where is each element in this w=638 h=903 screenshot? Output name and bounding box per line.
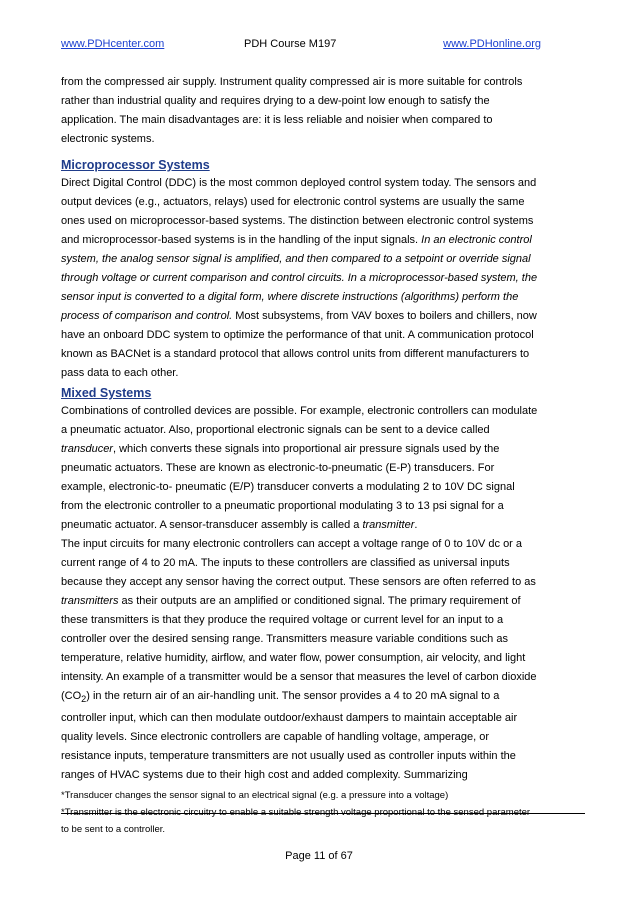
footnote-transducer: *Transducer changes the sensor signal to an electrical signal (e.g. a pressure into a voltage) [61, 790, 449, 802]
intro-paragraph: from the compressed air supply. Instrument quality compressed air is more suitable for controls rather than industrial quality and requires drying to a dew-point low enough to satisfy the application. The main disadvantages are: it is less reliable and noisier when compared to electronic systems. [61, 76, 523, 145]
microprocessor-paragraph [61, 174, 539, 383]
microprocessor-heading: Microprocessor Systems [61, 158, 210, 172]
mixed-p2-c: ) in the return air of an air-handling unit. The sensor provides a 4 to 20 mA signal to a controller input, which can then modulate outdoor/exhaust dampers to maintain acceptable air quality levels. Since electronic controllers are capable of handling voltage, amperage, or resistance inputs, temperature transmitters are not usually used as controller inputs within the ranges of HVAC systems due to their high cost and added complexity. Summarizing [61, 690, 518, 782]
mixed-p1-b: , which converts these signals into proportional air pressure signals used by the pneumatic actuators. These are known as electronic-to-pneumatic (E-P) transducers. For example, electronic-to- pneumatic (E/P) transducer converts a modulating 2 to 10V DC signal from the electronic controller to a pneumatic proportional modulating 3 to 13 psi signal for a pneumatic actuator. A sensor-transducer assembly is called a [61, 443, 515, 531]
mixed-p1-a: Combinations of controlled devices are possible. For example, electronic controllers can modulate a pneumatic actuator. Also, proportional electronic signals can be sent to a device called [61, 405, 538, 436]
microprocessor-text-1: Direct Digital Control (DDC) is the most common deployed control system today. The sensors and output devices (e.g., actuators, relays) used for electronic control systems are usually the same ones used on microprocessor-based systems. The distinction between electronic control systems and microprocessor-based systems is in the handling of the input signals. [61, 177, 537, 246]
mixed-p2-transmitters: transmitters [61, 595, 119, 607]
mixed-p1-transmitter: transmitter [362, 519, 415, 531]
footer-divider [61, 813, 585, 814]
footnote-transmitter: *Transmitter is the electronic circuitry to enable a suitable strength voltage proportional to the sensed parameter to be sent to a controller. [61, 807, 531, 836]
mixed-paragraph-1 [61, 402, 539, 535]
microprocessor-text-2: Most subsystems, from VAV boxes to boilers and chillers, now have an onboard DDC system to optimize the performance of that unit. A communication protocol known as BACNet is a standard protocol that allows control units from different manufacturers to pass data to each other. [61, 310, 537, 379]
mixed-p2-a: The input circuits for many electronic controllers can accept a voltage range of 0 to 10V dc or a current range of 4 to 20 mA. The inputs to these controllers are classified as universal inputs because they accept any sensor having the correct output. These sensors are often referred to as [61, 538, 536, 588]
pdhcenter-link[interactable]: www.PDHcenter.com [61, 38, 165, 50]
microprocessor-italic: In an electronic control system, the analog sensor signal is amplified, and then compared to a setpoint or override signal through voltage or current comparison and control circuits. In a microprocessor-based system, the sensor input is converted to a digital form, where discrete instructions (algorithms) perform the process of comparison and control. [61, 234, 538, 322]
mixed-p1-c: . [414, 519, 418, 531]
co2-subscript: 2 [81, 694, 87, 705]
mixed-p1-transducer: transducer [61, 443, 113, 455]
mixed-paragraph-2 [61, 535, 539, 785]
page-header [61, 38, 541, 54]
page-number: Page 11 of 67 [285, 850, 353, 862]
mixed-heading: Mixed Systems [61, 386, 152, 400]
page-body [61, 73, 539, 838]
mixed-p2-b: as their outputs are an amplified or conditioned signal. The primary requirement of these transmitters is that they produce the required voltage or current level for an input to a controller over the desired sensing range. Transmitters measure variable conditions such as temperature, relative humidity, airflow, and water flow, power consumption, air velocity, and light intensity. An example of a transmitter would be a sensor that measures the level of carbon dioxide (CO [61, 595, 537, 702]
pdhonline-link[interactable]: www.PDHonline.org [443, 38, 541, 50]
course-title: PDH Course M197 [244, 38, 337, 50]
